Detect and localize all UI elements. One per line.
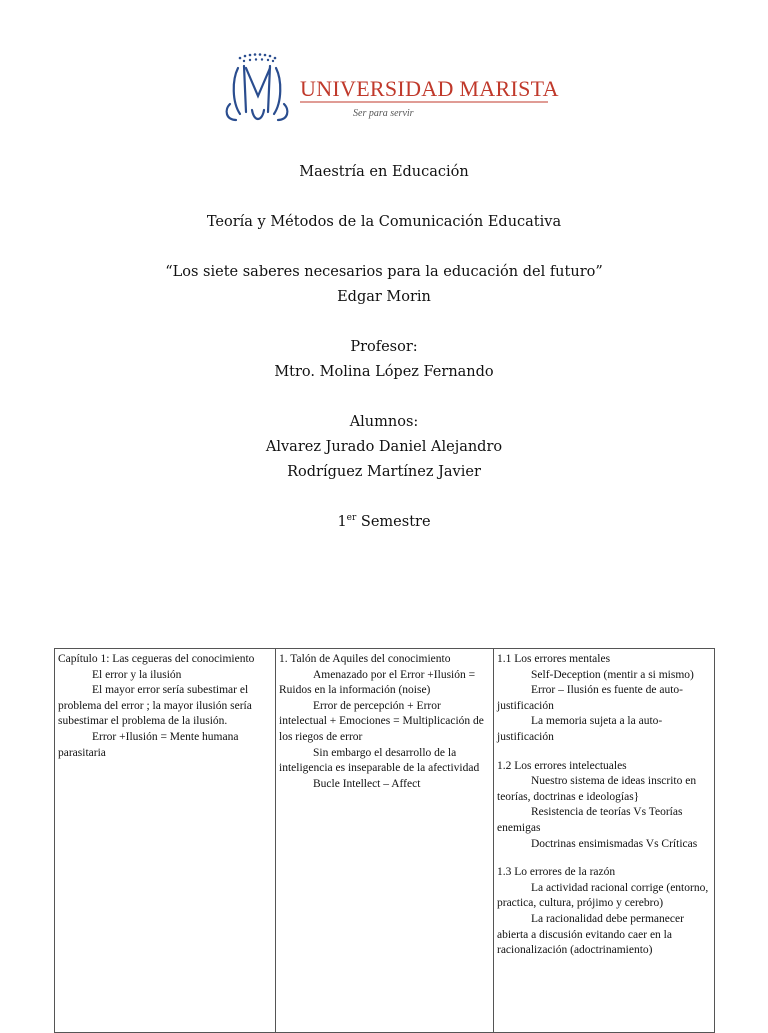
professor-label: Profesor: (350, 339, 418, 355)
book-author: Edgar Morin (337, 289, 431, 305)
university-motto: Ser para servir (353, 108, 414, 119)
column-heading: Capítulo 1: Las cegueras del conocimiento (58, 653, 255, 665)
university-logo (218, 50, 558, 130)
outline-column-chapter (55, 649, 276, 1033)
logo-underline (300, 100, 550, 104)
list-item: Error – Ilusión es fuente de auto-justificación (497, 684, 684, 712)
list-item: Bucle Intellect – Affect (313, 777, 421, 790)
semester-word: Semestre (356, 514, 431, 530)
outline-column-errors (494, 649, 715, 1033)
section-heading: 1.3 Lo errores de la razón (497, 866, 616, 879)
list-item: La memoria sujeta a la auto-justificación (497, 715, 663, 743)
section-heading: 1.2 Los errores intelectuales (497, 759, 627, 772)
list-item: Error de percepción + Error intelectual + Emociones = Multiplicación de los riegos de error (279, 699, 484, 743)
professor-name: Mtro. Molina López Fernando (274, 364, 494, 380)
program-name: Maestría en Educación (299, 164, 469, 180)
list-item: Sin embargo el desarrollo de la inteligencia es inseparable de la afectividad (279, 746, 480, 775)
list-item: Error +Ilusión = Mente humana parasitaria (58, 730, 239, 759)
course-name: Teoría y Métodos de la Comunicación Educativa (206, 214, 562, 230)
list-item: Amenazado por el Error +Ilusión = Ruidos en la información (noise) (279, 668, 476, 697)
list-item: El error y la ilusión (92, 668, 182, 681)
students-block (0, 410, 768, 485)
list-item: El mayor error sería subestimar el problema del error ; la mayor ilusión sería subestimar el problema de la ilusión. (58, 684, 252, 728)
semester-number: 1 (337, 514, 347, 530)
marist-monogram-icon (218, 50, 298, 130)
chapter-outline-table (54, 648, 715, 1033)
semester-ordinal: er (346, 513, 357, 524)
cover-title-block (0, 160, 768, 560)
student-name: Alvarez Jurado Daniel Alejandro (265, 439, 503, 455)
student-name: Rodríguez Martínez Javier (287, 464, 481, 480)
column-heading: 1. Talón de Aquiles del conocimiento (279, 653, 451, 665)
section-heading: 1.1 Los errores mentales (497, 653, 611, 665)
students-label: Alumnos: (349, 414, 419, 430)
list-item: La actividad racional corrige (entorno, practica, cultura, prójimo y cerebro) (497, 881, 709, 910)
list-item: La racionalidad debe permanecer abierta a discusión evitando caer en la racionalización (adoctrinamiento) (497, 912, 684, 957)
section-spacer (497, 746, 712, 759)
list-item: Nuestro sistema de ideas inscrito en teorías, doctrinas e ideologías} (497, 775, 697, 803)
book-title: “Los siete saberes necesarios para la educación del futuro” (165, 264, 603, 280)
university-name: UNIVERSIDAD MARISTA (300, 76, 559, 101)
section-spacer (497, 852, 712, 865)
list-item: Self-Deception (mentir a si mismo) (531, 668, 694, 681)
outline-column-achilles (276, 649, 494, 1033)
book-reference (0, 260, 768, 310)
semester (0, 510, 768, 535)
list-item: Doctrinas ensimismadas Vs Críticas (531, 837, 698, 850)
table-row (55, 649, 715, 1033)
list-item: Resistencia de teorías Vs Teorías enemigas (497, 806, 683, 834)
professor-block (0, 335, 768, 385)
